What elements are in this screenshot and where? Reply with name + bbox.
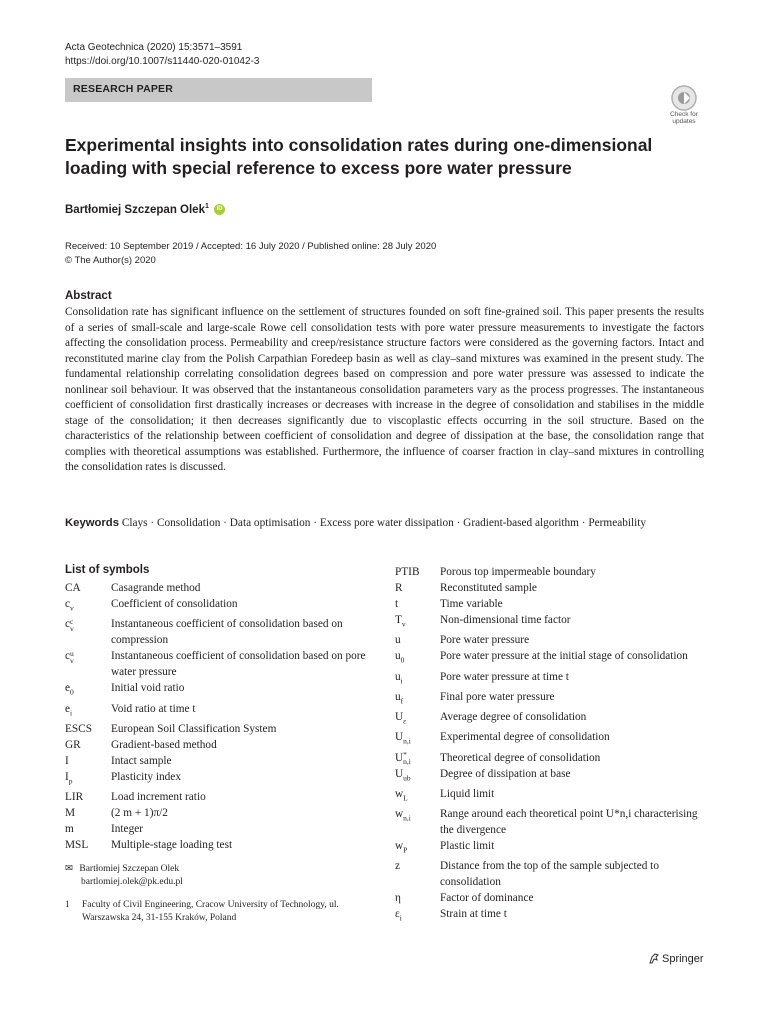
symbols-heading: List of symbols — [65, 564, 150, 576]
symbol-definition: Porous top impermeable boundary — [440, 566, 596, 578]
symbol-term: $U_\varepsilon$ — [395, 711, 407, 726]
symbol-term: $U_{n,i}$ — [395, 731, 411, 746]
abstract-body: Consolidation rate has significant influence on the settlement of structures founded on soft fine-grained soil. This paper presents the results of a series of small-scale and large-scale Rowe cell consolidation tests with pore water pressure measurements to investigate the factors affecting the consolidation process. Permeability and creep/resistance structure factors were considered as the governing factors. Intact and reconstituted marine clay from the Polish Carpathian Foredeep basin as well as clay–sand mixtures was examined in the present study. The fundamental relationship correlating consolidation degrees based on compression and pore water pressure was assessed to indicate the nonlinear soil behaviour. It was observed that the instantaneous consolidation parameters vary as the process progresses. The instantaneous coefficient of consolidation first drastically increases or decreases with increase in the degree of consolidation and stabilises in the middle stage of the consolidation; it then decreases significantly due to viscoplastic effects occurring in the soil structure. Based on the characteristics of the relationship between coefficient of consolidation and degree of dissipation at the base, the consolidation range that complies with theoretical assumptions was established. Furthermore, the influence of coarser fraction in clay–sand mixtures in controlling the consolidation rates is discussed. — [65, 306, 704, 473]
symbol-term: $w_L$ — [395, 787, 408, 802]
author-name: Bartłomiej Szczepan Olek — [65, 203, 205, 216]
symbol-definition: Instantaneous coefficient of consolidation based on compression — [111, 618, 343, 647]
symbol-definition: Instantaneous coefficient of consolidation based on pore water pressure — [111, 650, 366, 679]
author-line — [65, 203, 225, 216]
symbol-definition: Plastic limit — [440, 840, 495, 852]
corr-email[interactable]: bartlomiej.olek@pk.edu.pl — [81, 877, 183, 887]
symbol-term: $u_0$ — [395, 650, 405, 665]
symbol-row — [395, 596, 705, 612]
symbol-row — [65, 580, 369, 596]
author-affil-mark: 1 — [204, 203, 209, 210]
symbol-term: $I_p$ — [65, 770, 73, 785]
symbol-row — [65, 596, 369, 616]
dates-line: Received: 10 September 2019 / Accepted: 16 July 2020 / Published online: 28 July 2020 — [65, 241, 437, 252]
symbol-definition: Average degree of consolidation — [440, 711, 587, 723]
symbol-definition: Range around each theoretical point U*n,i characterising the divergence — [440, 808, 698, 836]
symbol-row — [65, 648, 369, 680]
symbol-term: $e_i$ — [65, 702, 73, 717]
symbol-term: PTIB — [395, 566, 420, 578]
symbol-term: GR — [65, 738, 81, 751]
doi-link[interactable]: https://doi.org/10.1007/s11440-020-01042-3 — [65, 56, 260, 67]
symbol-term: c u v — [65, 648, 74, 665]
symbol-term: $c_v$ — [65, 598, 74, 613]
symbol-row — [395, 689, 705, 709]
symbol-row — [395, 838, 705, 858]
symbol-row — [395, 632, 705, 648]
symbol-row — [65, 737, 369, 753]
symbol-row — [65, 789, 369, 805]
symbol-term: c c v — [65, 616, 74, 633]
title-line-2: loading with special reference to excess pore water pressure — [65, 158, 572, 178]
symbol-definition: Plasticity index — [111, 770, 181, 783]
symbol-row — [395, 858, 705, 890]
symbol-term: M — [65, 807, 76, 819]
symbol-term: $u_i$ — [395, 670, 403, 685]
symbol-term: $w_P$ — [395, 840, 408, 855]
symbol-row — [395, 580, 705, 596]
symbol-term: LIR — [65, 791, 84, 803]
symbol-definition: Intact sample — [111, 754, 172, 767]
symbol-definition: Pore water pressure at the initial stage of consolidation — [440, 650, 688, 663]
affil-text: Faculty of Civil Engineering, Cracow University of Technology, ul. Warszawska 24, 31-155 Kraków, Poland — [82, 900, 339, 923]
symbol-term: $T_v$ — [395, 614, 406, 629]
symbol-row — [395, 786, 705, 806]
symbols-list-right — [395, 564, 705, 927]
keywords — [65, 516, 704, 532]
symbol-definition: Time variable — [440, 598, 503, 610]
symbol-row — [395, 890, 705, 906]
copyright-line: © The Author(s) 2020 — [65, 255, 156, 266]
symbol-row — [65, 753, 369, 769]
symbol-row — [395, 729, 705, 749]
publisher-logo — [648, 952, 704, 965]
symbol-term: $u_f$ — [395, 690, 404, 705]
symbol-term: MSL — [65, 839, 89, 851]
symbol-term: I — [65, 754, 69, 767]
symbol-definition: Pore water pressure — [440, 634, 530, 647]
symbol-row — [395, 709, 705, 729]
symbol-term: z — [395, 860, 401, 873]
symbol-row — [65, 721, 369, 737]
symbol-definition: Reconstituted sample — [440, 582, 537, 594]
symbol-row — [65, 837, 369, 853]
check-for-updates-icon — [664, 84, 704, 112]
badge-line1: Check for — [670, 111, 698, 118]
symbol-term: $U_{ub}$ — [395, 767, 411, 782]
affil-number: 1 — [65, 900, 70, 910]
symbol-row — [395, 612, 705, 632]
symbol-definition: Theoretical degree of consolidation — [440, 751, 601, 764]
symbol-definition: Casagrande method — [111, 582, 201, 594]
symbol-definition: Coefficient of consolidation — [111, 598, 238, 610]
symbol-definition: (2 m + 1)π/2 — [111, 807, 168, 819]
symbol-definition: Final pore water pressure — [440, 690, 555, 703]
check-for-updates-badge[interactable] — [664, 84, 704, 124]
symbol-term: $\varepsilon_i$ — [395, 908, 402, 923]
symbol-term: R — [395, 582, 403, 594]
symbol-term: η — [395, 892, 401, 905]
symbol-row — [65, 680, 369, 700]
symbol-row — [395, 564, 705, 580]
symbol-definition: Integer — [111, 823, 143, 835]
publisher-name: Springer — [662, 953, 704, 965]
keywords-text: Clays · Consolidation · Data optimisation · Excess pore water dissipation · Gradient-based algorithm · Permeability — [121, 517, 647, 529]
badge-line2: updates — [672, 118, 696, 125]
symbol-definition: Distance from the top of the sample subjected to consolidation — [440, 860, 659, 889]
symbol-definition: Degree of dissipation at base — [440, 767, 571, 780]
symbol-definition: Void ratio at time t — [111, 702, 196, 715]
title-line-1: Experimental insights into consolidation rates during one-dimensional — [65, 135, 653, 155]
symbol-definition: Multiple-stage loading test — [111, 839, 233, 851]
publication-dates — [65, 240, 436, 268]
keywords-label: Keywords — [65, 517, 119, 529]
symbol-row — [65, 769, 369, 789]
symbol-term: m — [65, 823, 74, 835]
symbol-definition: Load increment ratio — [111, 791, 206, 803]
symbol-row — [395, 648, 705, 668]
symbol-definition: Strain at time t — [440, 908, 507, 921]
symbol-row — [395, 750, 705, 766]
symbol-term: $e_0$ — [65, 682, 74, 697]
symbol-term: U * n,i — [395, 749, 411, 766]
symbol-row — [395, 766, 705, 786]
symbol-definition: Gradient-based method — [111, 738, 217, 751]
symbol-row — [65, 821, 369, 837]
envelope-icon: ✉ — [65, 864, 73, 874]
journal-citation: Acta Geotechnica (2020) 15:3571–3591 — [65, 42, 243, 53]
symbol-term: t — [395, 598, 399, 610]
symbols-list-left — [65, 580, 369, 853]
corr-name: Bartłomiej Szczepan Olek — [79, 864, 180, 874]
symbol-row — [65, 805, 369, 821]
symbol-row — [65, 616, 369, 648]
symbol-definition: Liquid limit — [440, 787, 495, 800]
symbol-term: u — [395, 634, 401, 647]
symbol-definition: Non-dimensional time factor — [440, 614, 571, 626]
symbol-term: ESCS — [65, 722, 93, 735]
symbol-row — [395, 806, 705, 838]
article-type-label: RESEARCH PAPER — [73, 83, 174, 95]
symbol-definition: Pore water pressure at time t — [440, 670, 569, 683]
symbol-definition: European Soil Classification System — [111, 722, 277, 735]
affiliation — [65, 899, 355, 925]
orcid-icon[interactable]: iD — [214, 204, 225, 215]
article-type-banner — [65, 78, 372, 102]
symbol-row — [395, 669, 705, 689]
symbol-definition: Factor of dominance — [440, 892, 534, 905]
symbol-definition: Experimental degree of consolidation — [440, 731, 610, 744]
symbol-term: $w_{n,i}$ — [395, 808, 411, 823]
paper-title — [65, 134, 685, 180]
symbol-term: CA — [65, 582, 81, 594]
symbol-definition: Initial void ratio — [111, 682, 185, 695]
symbol-row — [395, 906, 705, 926]
springer-horse-icon — [648, 952, 660, 964]
abstract-heading: Abstract — [65, 290, 112, 302]
correspondence — [65, 863, 183, 889]
symbol-row — [65, 701, 369, 721]
